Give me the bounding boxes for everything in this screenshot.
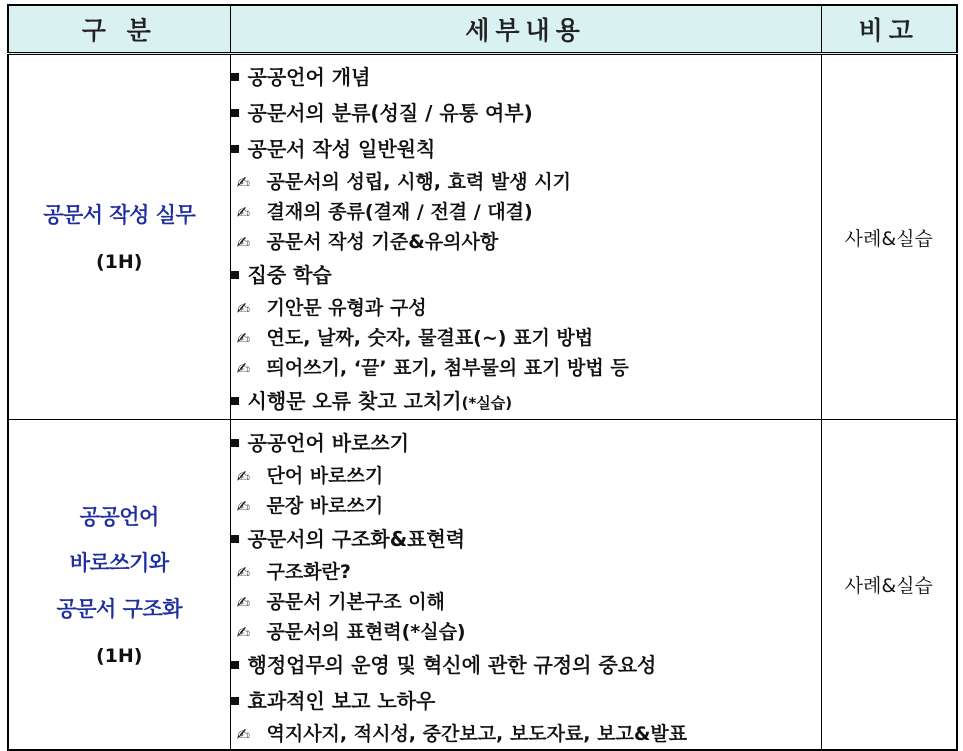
sub-item: ✍ 공문서의 성립, 시행, 효력 발생 시기	[231, 167, 821, 197]
category-cell	[8, 420, 230, 751]
sub-item: ✍ 단어 바로쓰기	[231, 461, 821, 491]
category-hours: (1H)	[96, 644, 143, 667]
writing-hand-icon: ✍	[236, 203, 250, 222]
category-hours: (1H)	[96, 251, 143, 273]
main-item: 공문서의 분류(성질 / 유통 여부)	[231, 95, 821, 131]
writing-hand-icon: ✍	[236, 593, 250, 612]
note-cell: 사례&실습	[821, 54, 957, 420]
square-bullet-icon	[231, 145, 239, 153]
sub-item: ✍ 역지사지, 적시성, 중간보고, 보도자료, 보고&발표	[231, 719, 821, 749]
table-row	[8, 54, 957, 420]
note-cell: 사례&실습	[821, 420, 957, 751]
header-category: 구 분	[8, 5, 230, 54]
category-title-line: 공문서 구조화	[56, 596, 183, 621]
square-bullet-icon	[231, 661, 239, 669]
writing-hand-icon: ✍	[236, 725, 250, 744]
writing-hand-icon: ✍	[236, 623, 250, 642]
sub-item: ✍ 공문서 작성 기준&유의사항	[231, 227, 821, 257]
sub-item: ✍ 공문서의 표현력(*실습)	[231, 617, 821, 647]
main-item: 행정업무의 운영 및 혁신에 관한 규정의 중요성	[231, 647, 821, 683]
main-item: 공문서의 구조화&표현력	[231, 521, 821, 557]
practice-tag: (*실습)	[461, 394, 513, 412]
square-bullet-icon	[231, 73, 239, 81]
sub-item: ✍ 결재의 종류(결재 / 전결 / 대결)	[231, 197, 821, 227]
writing-hand-icon: ✍	[236, 173, 250, 192]
sub-item: ✍ 띄어쓰기, ‘끝’ 표기, 첨부물의 표기 방법 등	[231, 353, 821, 383]
writing-hand-icon: ✍	[236, 299, 250, 318]
curriculum-table	[7, 4, 958, 751]
main-item: 효과적인 보고 노하우	[231, 683, 821, 719]
main-item: 공공언어 개념	[231, 59, 821, 95]
square-bullet-icon	[231, 439, 239, 447]
main-item: 공공언어 바로쓰기	[231, 425, 821, 461]
square-bullet-icon	[231, 397, 239, 405]
detail-cell	[230, 420, 821, 751]
sub-item: ✍ 공문서 기본구조 이해	[231, 587, 821, 617]
table-row	[8, 420, 957, 751]
main-item: 공문서 작성 일반원칙	[231, 131, 821, 167]
category-title: 공문서 작성 실무	[43, 203, 196, 227]
category-title-line: 바로쓰기와	[69, 550, 169, 575]
header-note: 비고	[821, 5, 957, 54]
main-item: 시행문 오류 찾고 고치기(*실습)	[231, 383, 821, 419]
header-detail: 세부내용	[230, 5, 821, 54]
writing-hand-icon: ✍	[236, 563, 250, 582]
sub-item: ✍ 구조화란?	[231, 557, 821, 587]
writing-hand-icon: ✍	[236, 233, 250, 252]
sub-item: ✍ 문장 바로쓰기	[231, 491, 821, 521]
sub-item: ✍ 기안문 유형과 구성	[231, 293, 821, 323]
square-bullet-icon	[231, 535, 239, 543]
writing-hand-icon: ✍	[236, 329, 250, 348]
detail-cell	[230, 54, 821, 420]
main-item: 집중 학습	[231, 257, 821, 293]
writing-hand-icon: ✍	[236, 359, 250, 378]
category-title-line: 공공언어	[79, 504, 159, 529]
category-cell	[8, 54, 230, 420]
header-row	[8, 5, 957, 54]
writing-hand-icon: ✍	[236, 497, 250, 516]
sub-item: ✍ 연도, 날짜, 숫자, 물결표(~) 표기 방법	[231, 323, 821, 353]
writing-hand-icon: ✍	[236, 467, 250, 486]
square-bullet-icon	[231, 697, 239, 705]
square-bullet-icon	[231, 109, 239, 117]
square-bullet-icon	[231, 271, 239, 279]
